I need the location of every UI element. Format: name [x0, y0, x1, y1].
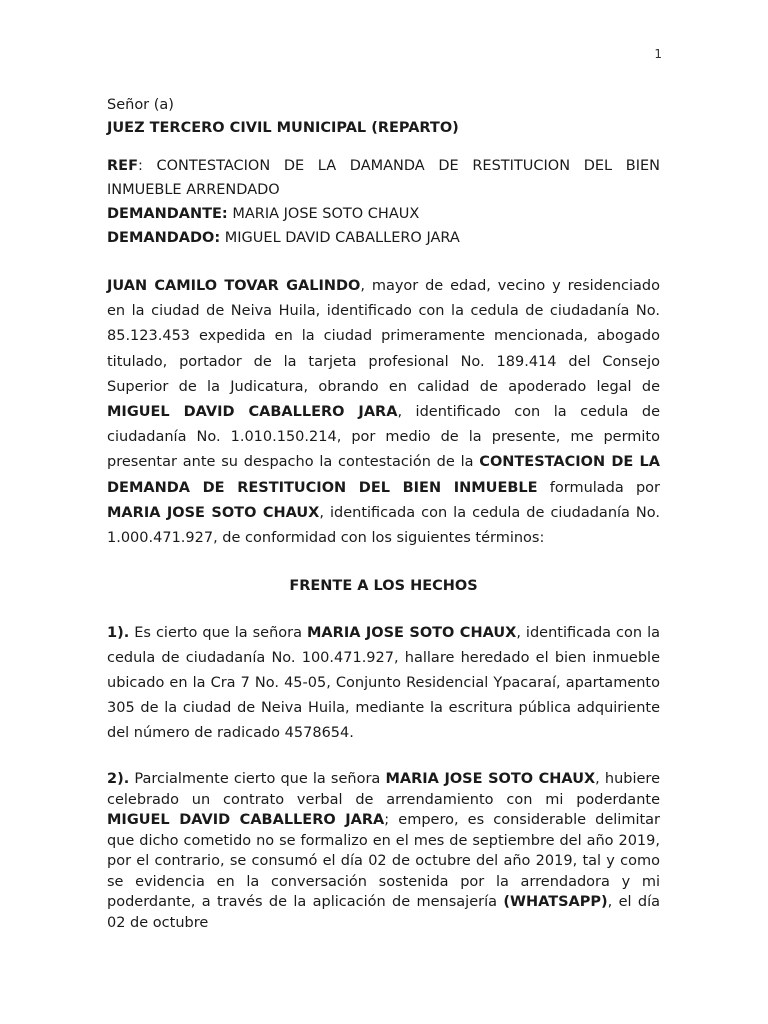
page-number: 1: [654, 47, 662, 61]
intro-text-1: , mayor de edad, vecino y residenciado en la ciudad de Neiva Huila, identificado con la cedula de ciudadanía No. 85.123.453 expedida en la ciudad primeramente mencionada, abogado titulado, portador de la tarjeta profesional No. 189.414 del Consejo Superior de la Judicatura, obrando en calidad de apoderado legal de: [107, 278, 660, 395]
document-body: [107, 94, 660, 933]
plaintiff-name: MARIA JOSE SOTO CHAUX: [227, 206, 420, 222]
fact-2: [107, 769, 660, 933]
addressee: JUEZ TERCERO CIVIL MUNICIPAL (REPARTO): [107, 120, 459, 136]
reference-block: [107, 154, 660, 250]
intro-text-4: , identificada con la cedula de ciudadanía No. 1.000.471.927, de conformidad con los siguientes términos:: [107, 504, 661, 547]
plaintiff-line: [107, 202, 660, 226]
claim-title: CONTESTACION DE LA DEMANDA DE RESTITUCION DEL BIEN INMUEBLE: [107, 454, 660, 496]
plaintiff-label: DEMANDANTE:: [107, 206, 228, 222]
fact-2-bold-3: (WHATSAPP): [503, 894, 608, 911]
intro-text-3: formulada por: [537, 479, 660, 496]
fact-2-text-2: , hubiere celebrado un contrato verbal de arrendamiento con mi poderdante: [107, 771, 660, 808]
salutation: Señor (a): [107, 97, 174, 113]
attorney-name: JUAN CAMILO TOVAR GALINDO: [107, 278, 361, 294]
intro-paragraph: [107, 274, 660, 551]
fact-2-number: 2).: [107, 771, 130, 788]
ref-text: CONTESTACION DE LA DAMANDA DE RESTITUCION DEL BIEN INMUEBLE ARRENDADO: [107, 158, 660, 198]
fact-1: [107, 621, 660, 746]
ref-line: [107, 154, 660, 202]
fact-2-text-1: Parcialmente cierto que la señora: [129, 771, 386, 788]
ref-label: REF: [107, 158, 138, 174]
defendant-label: DEMANDADO:: [107, 230, 221, 246]
fact-1-number: 1).: [107, 625, 130, 642]
client-name: MIGUEL DAVID CABALLERO JARA: [107, 404, 398, 421]
header-block: [107, 94, 660, 140]
fact-1-text-2: , identificada con la cedula de ciudadanía No. 100.471.927, hallare heredado el bien inmueble ubicado en la Cra 7 No. 45-05, Conjunto Residencial Ypacaraí, apartamento 305 de la ciudad de Neiva Huila, mediante la escritura pública adquiriente del número de radicado 4578654.: [107, 625, 660, 742]
defendant-line: [107, 226, 660, 250]
fact-2-text-3: ; empero, es considerable delimitar que dicho cometido no se formalizo en el mes de septiembre del año 2019, por el contrario, se consumó el día 02 de octubre del año 2019, tal y como se evidencia en la conversación sostenida por la arrendadora y mi poderdante, a través de la aplicación de mensajería: [107, 812, 661, 911]
defendant-name: MIGUEL DAVID CABALLERO JARA: [220, 230, 460, 246]
fact-2-bold-1: MARIA JOSE SOTO CHAUX: [385, 771, 596, 788]
section-title: FRENTE A LOS HECHOS: [289, 578, 478, 595]
ref-separator: :: [137, 158, 143, 174]
fact-2-bold-2: MIGUEL DAVID CABALLERO JARA: [107, 812, 385, 829]
fact-2-text-4: , el día 02 de octubre: [107, 894, 660, 931]
plaintiff-name-inline: MARIA JOSE SOTO CHAUX: [107, 504, 320, 521]
fact-1-text-1: Es cierto que la señora: [129, 625, 307, 642]
fact-1-bold-1: MARIA JOSE SOTO CHAUX: [307, 625, 517, 642]
intro-text-2: , identificado con la cedula de ciudadanía No. 1.010.150.214, por medio de la presente, me permito presentar ante su despacho la contestación de la: [107, 404, 660, 471]
